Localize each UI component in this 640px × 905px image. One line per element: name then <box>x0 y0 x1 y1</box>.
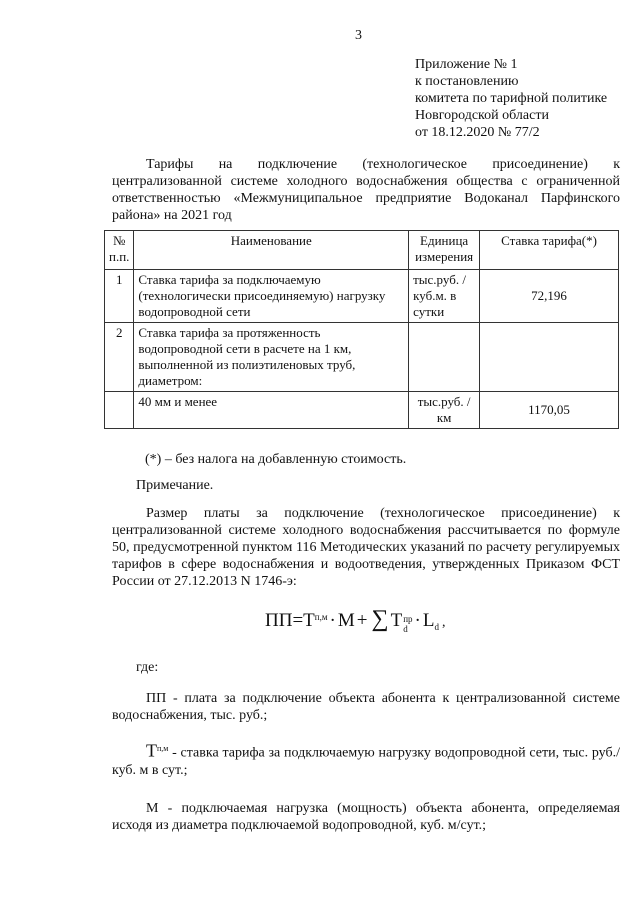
table-header-row <box>105 231 619 270</box>
header-num: № п.п. <box>105 231 134 270</box>
formula-l: L <box>422 610 435 631</box>
appendix-line: Новгородской области <box>415 108 549 123</box>
definition-text: ПП - плата за подключение объекта абонента к централизованной системе водоснабжения, тыс. руб.; <box>112 691 620 723</box>
cell-unit <box>409 323 480 392</box>
cell-num: 2 <box>105 323 134 392</box>
appendix-line: комитета по тарифной политике <box>415 91 608 106</box>
paragraph-text: Размер платы за подключение (технологическое присоединение) к централизованной системе холодного водоснабжения рассчитывается по формуле 50, предусмотренной пунктом 116 Методических указаний по расчету регулируемых тарифов в сфере водоснабжения и водоотведения, утвержденных Приказом ФСТ России от 27.12.2013 N 1746-э: <box>112 506 620 589</box>
formula-t2-indices <box>403 614 412 634</box>
cell-num <box>105 392 134 429</box>
formula-m: M <box>337 610 355 631</box>
header-unit: Единица измерения <box>409 231 480 270</box>
cell-name: Ставка тарифа за подключаемую (технологически присоединяемую) нагрузку водопроводной сети <box>134 270 409 323</box>
table-row <box>105 323 619 392</box>
title-text: Тарифы на подключение (технологическое присоединение) к централизованной системе холодного водоснабжения общества с ограниченной ответственностью «Межмуниципальное предприятие Водоканал Парфинского района» на 2021 год <box>112 157 620 223</box>
paragraph-calculation <box>112 505 620 590</box>
definition-t-sup: п,м <box>157 744 169 753</box>
header-rate: Ставка тарифа(*) <box>480 231 619 270</box>
formula-lhs: ПП <box>265 610 293 631</box>
note-title: Примечание. <box>136 478 214 493</box>
definition-t <box>112 740 620 779</box>
cell-rate: 1170,05 <box>480 392 619 429</box>
appendix-header <box>415 56 607 141</box>
definition-text-wrap <box>112 740 620 779</box>
cell-unit: тыс.руб. /куб.м. в сутки <box>409 270 480 323</box>
definition-text: M - подключаемая нагрузка (мощность) объекта абонента, определяемая исходя из диаметра подключаемой водопроводной, куб. м/сут.; <box>112 801 620 833</box>
cell-num: 1 <box>105 270 134 323</box>
tariff-table <box>104 230 619 429</box>
appendix-line: к постановлению <box>415 74 519 89</box>
formula-plus: + <box>356 610 368 631</box>
cell-name: Ставка тарифа за протяженность водопроводной сети в расчете на 1 км, выполненной из полиэтиленовых труб, диаметром: <box>134 323 409 392</box>
formula-dot: · <box>329 610 336 631</box>
footnote: (*) – без налога на добавленную стоимость. <box>145 452 407 467</box>
definition-pp <box>112 690 620 724</box>
cell-unit: тыс.руб. /км <box>409 392 480 429</box>
formula-sum-icon: ∑ <box>371 606 389 632</box>
formula-t: T <box>303 610 315 631</box>
formula-t-sup: п,м <box>314 612 328 622</box>
formula-t2-sup: пр <box>403 614 413 624</box>
page-number: 3 <box>355 28 362 43</box>
header-name: Наименование <box>134 231 409 270</box>
cell-name: 40 мм и менее <box>134 392 409 429</box>
formula <box>265 606 445 638</box>
appendix-line: от 18.12.2020 № 77/2 <box>415 125 540 140</box>
table-row <box>105 270 619 323</box>
formula-t2-sub: d <box>403 624 408 634</box>
appendix-line: Приложение № 1 <box>415 57 518 72</box>
formula-t2: T <box>390 610 403 631</box>
definition-t-symbol: T <box>146 740 157 761</box>
formula-equals: = <box>292 610 304 631</box>
cell-rate <box>480 323 619 392</box>
definition-m <box>112 800 620 834</box>
formula-comma: , <box>441 615 446 630</box>
definition-text: - ставка тарифа за подключаемую нагрузку водопроводной сети, тыс. руб./куб. м в сут.; <box>112 745 620 778</box>
document-title <box>112 156 620 224</box>
formula-dot: · <box>414 610 421 631</box>
table-row <box>105 392 619 429</box>
cell-rate: 72,196 <box>480 270 619 323</box>
where-label: где: <box>136 660 159 675</box>
formula-l-sub: d <box>434 622 439 632</box>
